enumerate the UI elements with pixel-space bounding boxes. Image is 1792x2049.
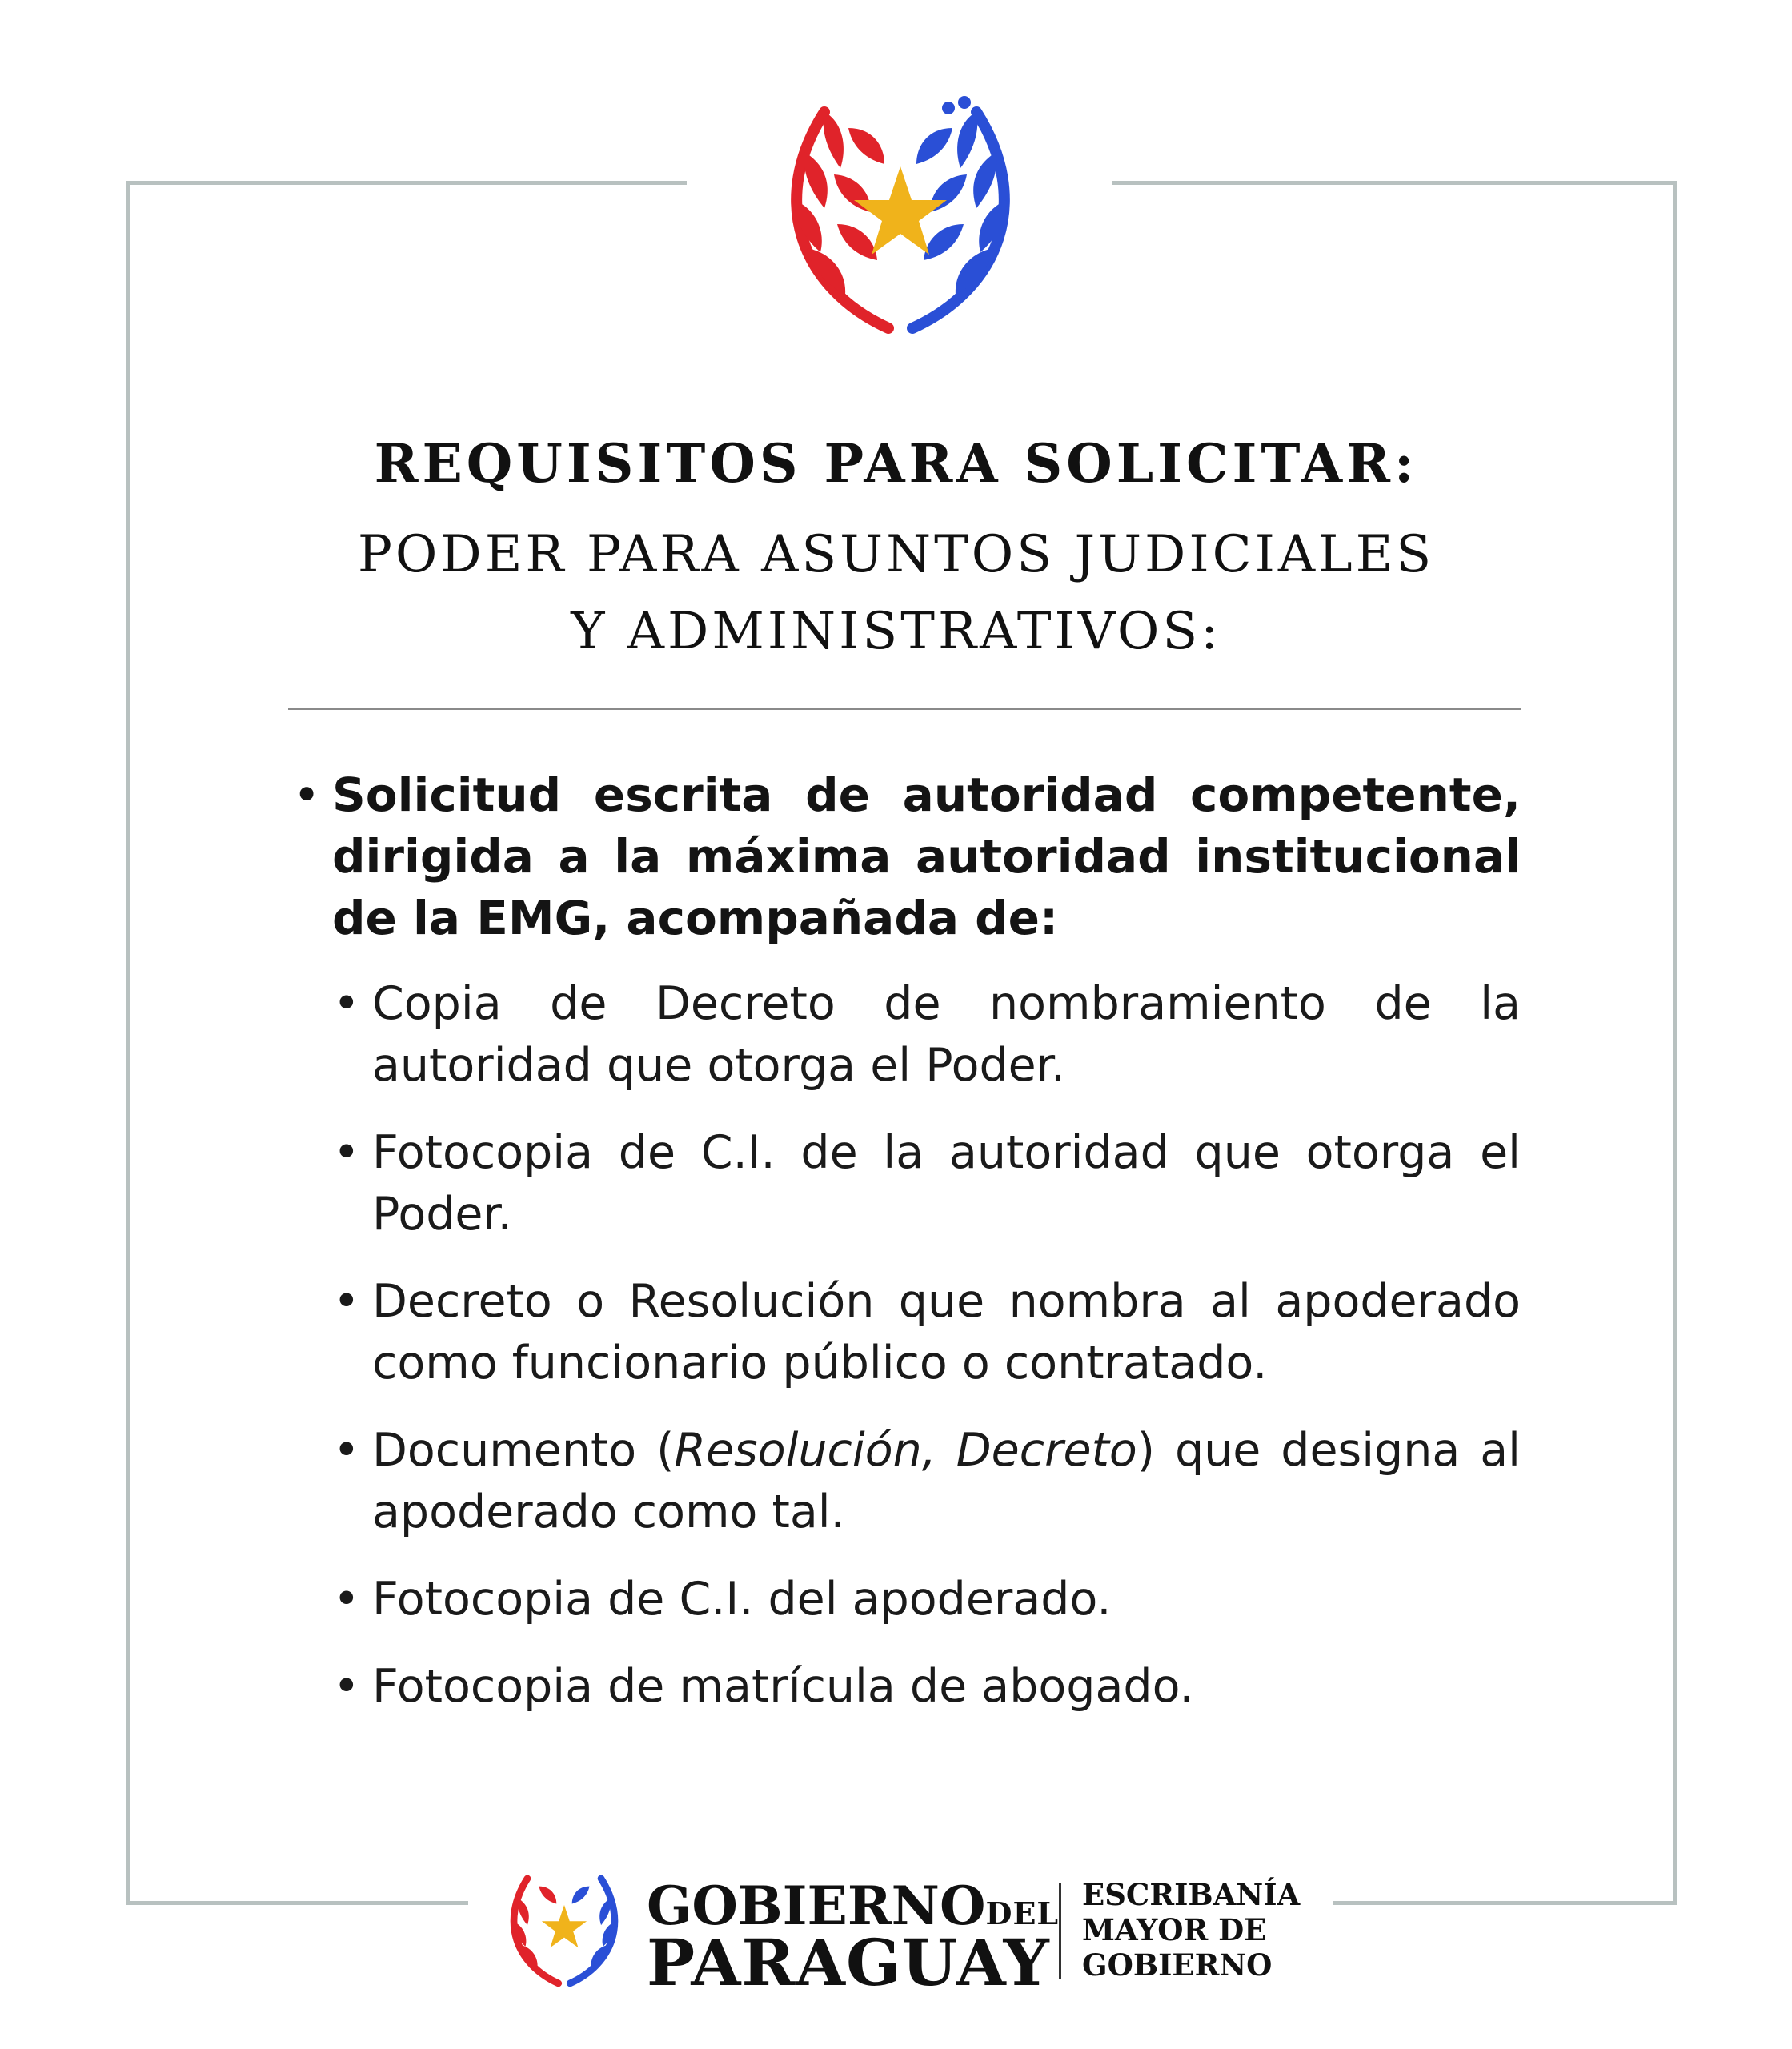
bullet: • — [333, 1275, 360, 1328]
list-item — [288, 973, 1521, 1097]
bullet: • — [333, 1660, 360, 1713]
footer-gov-line-2: PARAGUAY — [647, 1925, 1050, 2000]
frame-bottom-left — [126, 1901, 468, 1905]
list-item-text: Fotocopia de C.I. de la autoridad que otorga el Poder. — [372, 1126, 1521, 1241]
main-requirement-text: Solicitud escrita de autoridad competente, dirigida a la máxima autoridad institucional de la EMG, acompañada de: — [332, 768, 1521, 945]
title-divider — [288, 708, 1521, 710]
requirements-list — [288, 764, 1521, 1743]
subtitle-line-1: PODER PARA ASUNTOS JUDICIALES — [357, 525, 1435, 584]
list-item — [288, 1122, 1521, 1245]
frame-top-left — [126, 181, 687, 185]
bullet: • — [333, 1573, 360, 1626]
list-item-text-italic: Resolución, Decreto — [674, 1424, 1137, 1477]
main-requirement — [288, 764, 1521, 949]
list-item-text: Fotocopia de C.I. del apoderado. — [372, 1573, 1112, 1626]
list-item — [288, 1656, 1521, 1718]
frame-bottom-right — [1333, 1901, 1677, 1905]
footer-office-line-1: ESCRIBANÍA — [1082, 1877, 1301, 1912]
red-laurel-icon — [794, 112, 888, 328]
list-item-text: Copia de Decreto de nombramiento de la autoridad que otorga el Poder. — [372, 977, 1521, 1092]
footer-emblem-icon — [500, 1865, 628, 1993]
list-item-text: Decreto o Resolución que nombra al apoderado como funcionario público o contratado. — [372, 1275, 1521, 1389]
frame-top-right — [1112, 181, 1677, 185]
subtitle-line-2: Y ADMINISTRATIVOS: — [571, 602, 1221, 661]
footer-office-line-2: MAYOR DE — [1082, 1912, 1267, 1947]
list-item-text-after: ) que designa al apoderado como tal. — [372, 1424, 1521, 1538]
list-item — [288, 1271, 1521, 1394]
sub-requirements-list — [288, 973, 1521, 1718]
list-item-text: Fotocopia de matrícula de abogado. — [372, 1660, 1194, 1713]
list-item — [288, 1420, 1521, 1543]
list-item — [288, 1569, 1521, 1630]
bullet: • — [293, 768, 321, 822]
footer-gov-name: GOBIERNO — [647, 1875, 986, 1937]
bullet: • — [333, 1126, 360, 1179]
footer-office-line-3: GOBIERNO — [1082, 1947, 1273, 1983]
national-emblem-icon — [768, 96, 1032, 336]
bullet: • — [333, 977, 360, 1030]
footer-gov-del: DEL — [985, 1895, 1060, 1931]
page-subtitle — [0, 516, 1792, 670]
page-title: REQUISITOS PARA SOLICITAR: — [374, 432, 1418, 495]
footer-separator — [1059, 1883, 1061, 1979]
bullet: • — [333, 1424, 360, 1477]
footer-office-name — [1082, 1877, 1300, 1983]
list-item-text-before: Documento ( — [372, 1424, 675, 1477]
